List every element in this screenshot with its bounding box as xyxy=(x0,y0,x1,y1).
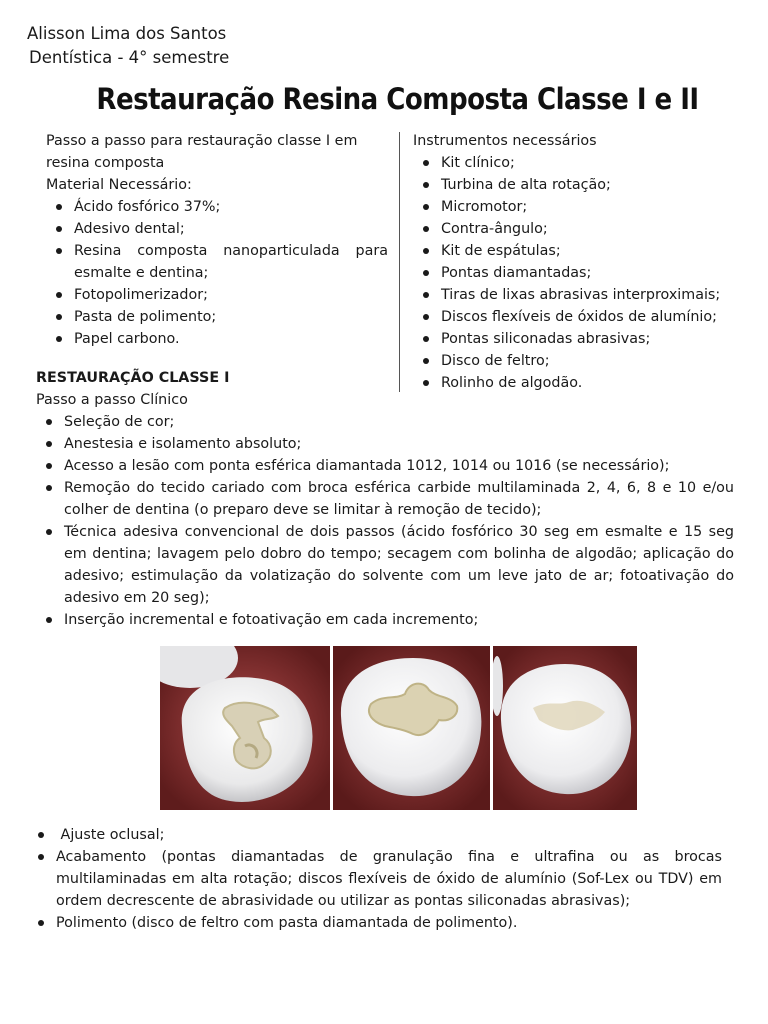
materials-column xyxy=(46,130,388,350)
materials-list xyxy=(46,196,388,350)
list-item: Disco de feltro; xyxy=(413,350,753,372)
tooth-photo-final xyxy=(493,646,637,810)
list-item: Resina composta nanoparticulada para esmalte e dentina; xyxy=(46,240,388,284)
instruments-list xyxy=(413,152,753,394)
list-item: Rolinho de algodão. xyxy=(413,372,753,394)
list-item: Papel carbono. xyxy=(46,328,388,350)
list-item: Seleção de cor; xyxy=(36,411,734,433)
class1-section xyxy=(36,367,734,631)
list-item: Polimento (disco de feltro com pasta diamantada de polimento). xyxy=(28,912,722,934)
list-item: Ajuste oclusal; xyxy=(28,824,722,846)
author-course: Dentística - 4° semestre xyxy=(29,48,230,67)
finishing-steps-list xyxy=(28,824,722,934)
list-item: Turbina de alta rotação; xyxy=(413,174,753,196)
tooth-photos xyxy=(160,646,637,810)
list-item: Técnica adesiva convencional de dois passos (ácido fosfórico 30 seg em esmalte e 15 seg em dentina; lavagem pelo dobro do tempo; secagem com bolinha de algodão; aplicação do adesivo; estimulação da volatização do solvente com um leve jato de ar; fotoativação do adesivo em 20 seg); xyxy=(36,521,734,609)
instruments-column xyxy=(413,130,753,394)
list-item: Ácido fosfórico 37%; xyxy=(46,196,388,218)
list-item: Pontas siliconadas abrasivas; xyxy=(413,328,753,350)
list-item: Discos flexíveis de óxidos de alumínio; xyxy=(413,306,753,328)
list-item: Acesso a lesão com ponta esférica diamantada 1012, 1014 ou 1016 (se necessário); xyxy=(36,455,734,477)
list-item: Kit de espátulas; xyxy=(413,240,753,262)
tooth-photo-prepared xyxy=(160,646,330,810)
list-item: Tiras de lixas abrasivas interproximais; xyxy=(413,284,753,306)
finishing-section xyxy=(28,824,722,934)
list-item: Pasta de polimento; xyxy=(46,306,388,328)
list-item: Adesivo dental; xyxy=(46,218,388,240)
column-divider xyxy=(399,132,400,392)
list-item: Inserção incremental e fotoativação em cada incremento; xyxy=(36,609,734,631)
list-item: Fotopolimerizador; xyxy=(46,284,388,306)
material-heading: Material Necessário: xyxy=(46,177,192,193)
tooth-photo-incremental xyxy=(333,646,490,810)
author-block xyxy=(27,22,229,70)
class1-subheading: Passo a passo Clínico xyxy=(36,392,188,408)
class1-steps-list xyxy=(36,411,734,631)
list-item: Anestesia e isolamento absoluto; xyxy=(36,433,734,455)
page-title: Restauração Resina Composta Classe I e II xyxy=(96,82,699,116)
list-item: Micromotor; xyxy=(413,196,753,218)
list-item: Acabamento (pontas diamantadas de granulação fina e ultrafina ou as brocas multilaminadas em alta rotação; discos flexíveis de óxido de alumínio (Sof-Lex ou TDV) em ordem decrescente de abrasividade ou utilizar as pontas siliconadas abrasivas); xyxy=(28,846,722,912)
class1-heading: RESTAURAÇÃO CLASSE I xyxy=(36,370,230,386)
author-name: Alisson Lima dos Santos xyxy=(27,24,227,43)
list-item: Remoção do tecido cariado com broca esférica carbide multilaminada 2, 4, 6, 8 e 10 e/ou colher de dentina (o preparo deve se limitar à remoção de tecido); xyxy=(36,477,734,521)
list-item: Contra-ângulo; xyxy=(413,218,753,240)
list-item: Pontas diamantadas; xyxy=(413,262,753,284)
list-item: Kit clínico; xyxy=(413,152,753,174)
instruments-heading: Instrumentos necessários xyxy=(413,133,597,149)
intro-text: Passo a passo para restauração classe I em resina composta xyxy=(46,133,358,171)
